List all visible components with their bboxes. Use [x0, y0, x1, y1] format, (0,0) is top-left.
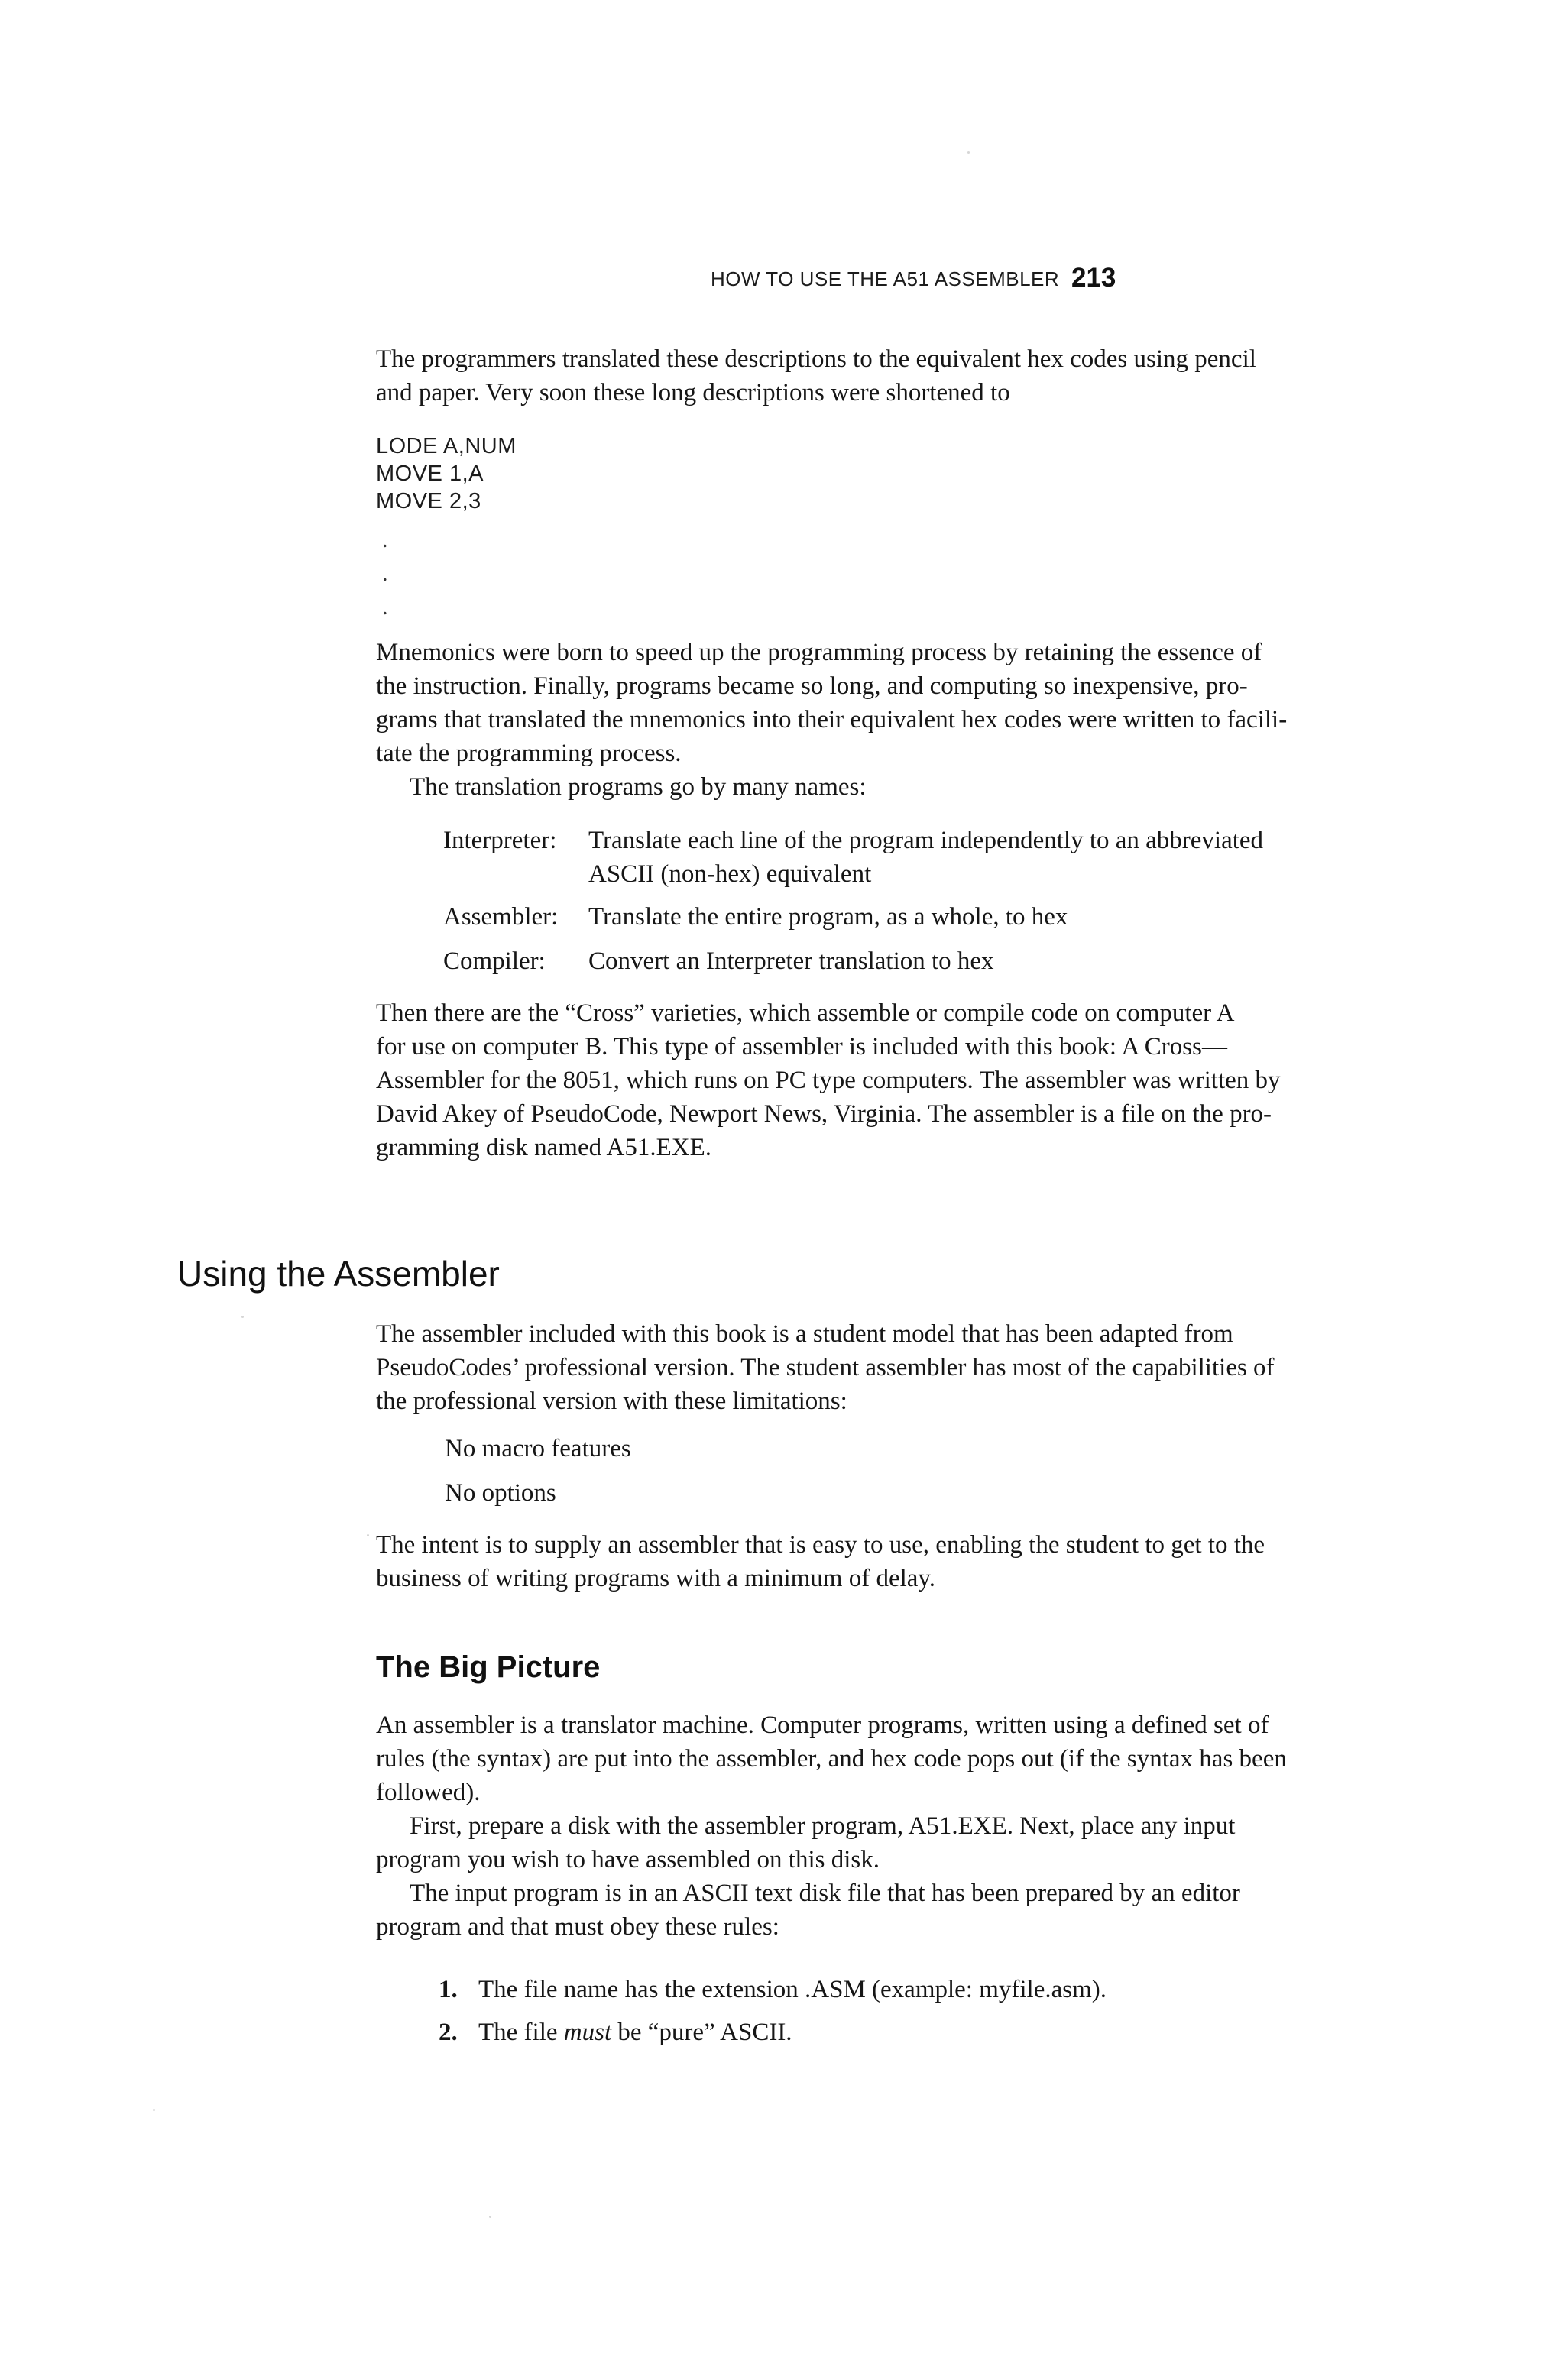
definition-term: Interpreter: — [443, 827, 557, 854]
limitation-item: No macro features — [445, 1435, 631, 1462]
ellipsis-dot: . — [382, 527, 388, 552]
list-item-text — [478, 2016, 792, 2049]
text-line: The input program is in an ASCII text disk file that has been prepared by an editor — [410, 1880, 1240, 1907]
text-line: business of writing programs with a minimum of delay. — [376, 1565, 936, 1592]
section-heading: Using the Assembler — [177, 1254, 500, 1294]
list-number: 2. — [439, 2019, 458, 2046]
text-line: The intent is to supply an assembler that is easy to use, enabling the student to get to the — [376, 1531, 1265, 1559]
scan-speck — [367, 1534, 369, 1536]
using-paragraph — [376, 1317, 1406, 1418]
definition-term: Compiler: — [443, 947, 546, 975]
text-line: PseudoCodes’ professional version. The student assembler has most of the capabilities of — [376, 1354, 1275, 1381]
limitation-item: No options — [445, 1479, 556, 1507]
scan-speck — [241, 1316, 244, 1318]
text-line: program and that must obey these rules: — [376, 1913, 779, 1941]
page-number: 213 — [1071, 263, 1116, 293]
code-block — [376, 432, 517, 515]
big-picture-paragraph — [376, 1708, 1406, 1944]
text-line: program you wish to have assembled on this disk. — [376, 1846, 880, 1873]
list-item-text: The file name has the extension .ASM (example: myfile.asm). — [478, 1976, 1107, 2003]
running-header-title: HOW TO USE THE A51 ASSEMBLER — [711, 267, 1060, 290]
text-line: ASCII (non-hex) equivalent — [588, 860, 872, 888]
code-line: LODE A,NUM — [376, 434, 517, 458]
text-line: Translate each line of the program independently to an abbreviated — [588, 827, 1264, 854]
emphasis-text: must — [563, 2019, 612, 2046]
text-line: and paper. Very soon these long descriptions were shortened to — [376, 379, 1010, 406]
definition-description: Convert an Interpreter translation to hex — [588, 947, 994, 975]
text-line: the professional version with these limitations: — [376, 1388, 847, 1415]
text-run: be “pure” ASCII. — [611, 2019, 792, 2046]
text-line: followed). — [376, 1779, 481, 1806]
text-line: tate the programming process. — [376, 740, 682, 767]
cross-assembler-paragraph — [376, 996, 1406, 1164]
intent-paragraph — [376, 1528, 1406, 1595]
definition-description — [588, 824, 1406, 891]
subsection-heading: The Big Picture — [376, 1650, 601, 1684]
text-line: Mnemonics were born to speed up the programming process by retaining the essence of — [376, 639, 1262, 666]
text-line: the instruction. Finally, programs became so long, and computing so inexpensive, pro- — [376, 672, 1248, 700]
text-line: The translation programs go by many names: — [410, 773, 867, 801]
scan-speck — [489, 2216, 491, 2218]
text-line: grams that translated the mnemonics into their equivalent hex codes were written to facili- — [376, 706, 1288, 733]
text-line: First, prepare a disk with the assembler program, A51.EXE. Next, place any input — [410, 1812, 1236, 1840]
definition-description: Translate the entire program, as a whole, to hex — [588, 903, 1068, 931]
intro-paragraph — [376, 342, 1406, 410]
text-line: gramming disk named A51.EXE. — [376, 1134, 712, 1161]
running-header — [711, 263, 1537, 293]
ellipsis-dot: . — [382, 594, 388, 620]
list-number: 1. — [439, 1976, 458, 2003]
scan-speck — [967, 151, 970, 154]
code-line: MOVE 2,3 — [376, 489, 481, 513]
text-line: The assembler included with this book is a student model that has been adapted from — [376, 1320, 1233, 1348]
text-line: The programmers translated these descriptions to the equivalent hex codes using pencil — [376, 345, 1256, 373]
text-run: The file — [478, 2019, 564, 2046]
code-line: MOVE 1,A — [376, 461, 484, 486]
ellipsis-dot: . — [382, 561, 388, 586]
text-line: An assembler is a translator machine. Computer programs, written using a defined set of — [376, 1711, 1269, 1739]
definition-term: Assembler: — [443, 903, 559, 931]
mnemonics-paragraph — [376, 636, 1406, 804]
scan-speck — [153, 2109, 155, 2111]
text-line: for use on computer B. This type of assembler is included with this book: A Cross— — [376, 1033, 1227, 1060]
text-line: rules (the syntax) are put into the assembler, and hex code pops out (if the syntax has been — [376, 1745, 1287, 1773]
text-line: Assembler for the 8051, which runs on PC type computers. The assembler was written by — [376, 1067, 1281, 1094]
text-line: Then there are the “Cross” varieties, which assemble or compile code on computer A — [376, 999, 1235, 1027]
text-line: David Akey of PseudoCode, Newport News, Virginia. The assembler is a file on the pro- — [376, 1100, 1272, 1128]
